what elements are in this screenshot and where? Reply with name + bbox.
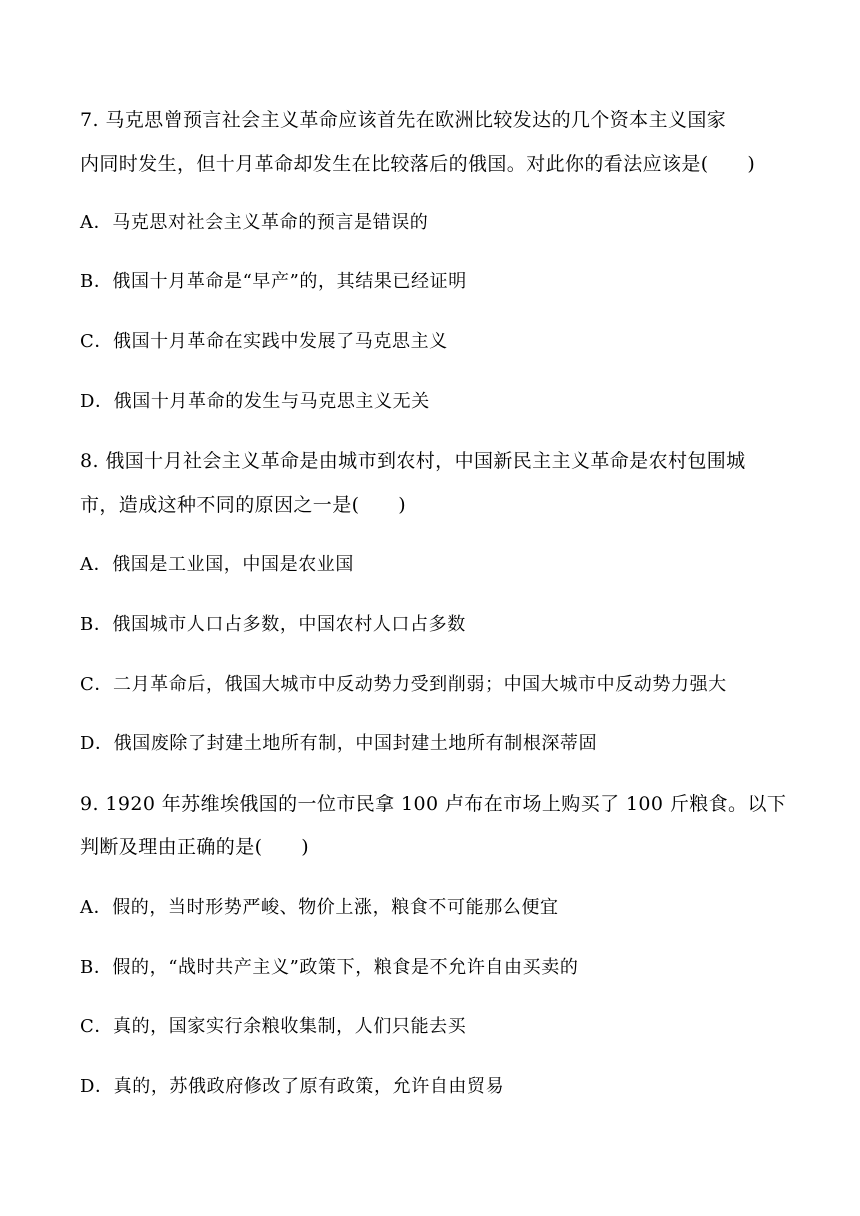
question-8-option-c: C．二月革命后，俄国大城市中反动势力受到削弱；中国大城市中反动势力强大 [80, 674, 727, 695]
question-9-option-d: D．真的，苏俄政府修改了原有政策，允许自由贸易 [80, 1076, 505, 1097]
question-9-option-a: A．假的，当时形势严峻、物价上涨，粮食不可能那么便宜 [80, 897, 559, 918]
question-9-option-b: B．假的，“战时共产主义”政策下，粮食是不允许自由买卖的 [80, 957, 579, 978]
question-8-stem-line-2: 市，造成这种不同的原因之一是( ) [80, 494, 407, 516]
question-7-stem-line-2: 内同时发生，但十月革命却发生在比较落后的俄国。对此你的看法应该是( ) [80, 153, 756, 175]
question-9-stem-line-2: 判断及理由正确的是( ) [80, 836, 310, 858]
question-7-option-a: A．马克思对社会主义革命的预言是错误的 [80, 212, 429, 233]
question-7-option-c: C．俄国十月革命在实践中发展了马克思主义 [80, 331, 448, 352]
question-9-option-c: C．真的，国家实行余粮收集制，人们只能去买 [80, 1016, 467, 1037]
question-7-option-d: D．俄国十月革命的发生与马克思主义无关 [80, 391, 430, 412]
question-7-stem-line-1: 7. 马克思曾预言社会主义革命应该首先在欧洲比较发达的几个资本主义国家 [80, 109, 727, 131]
question-7-option-b: B．俄国十月革命是“早产”的，其结果已经证明 [80, 271, 467, 292]
question-9-stem-line-1: 9. 1920 年苏维埃俄国的一位市民拿 100 卢布在市场上购买了 100 斤粮食。以下 [80, 793, 787, 815]
question-8-option-b: B．俄国城市人口占多数，中国农村人口占多数 [80, 614, 466, 635]
question-8-stem-line-1: 8. 俄国十月社会主义革命是由城市到农村，中国新民主主义革命是农村包围城 [80, 450, 746, 472]
question-8-option-d: D．俄国废除了封建土地所有制，中国封建土地所有制根深蒂固 [80, 733, 598, 754]
question-8-option-a: A．俄国是工业国，中国是农业国 [80, 554, 354, 575]
